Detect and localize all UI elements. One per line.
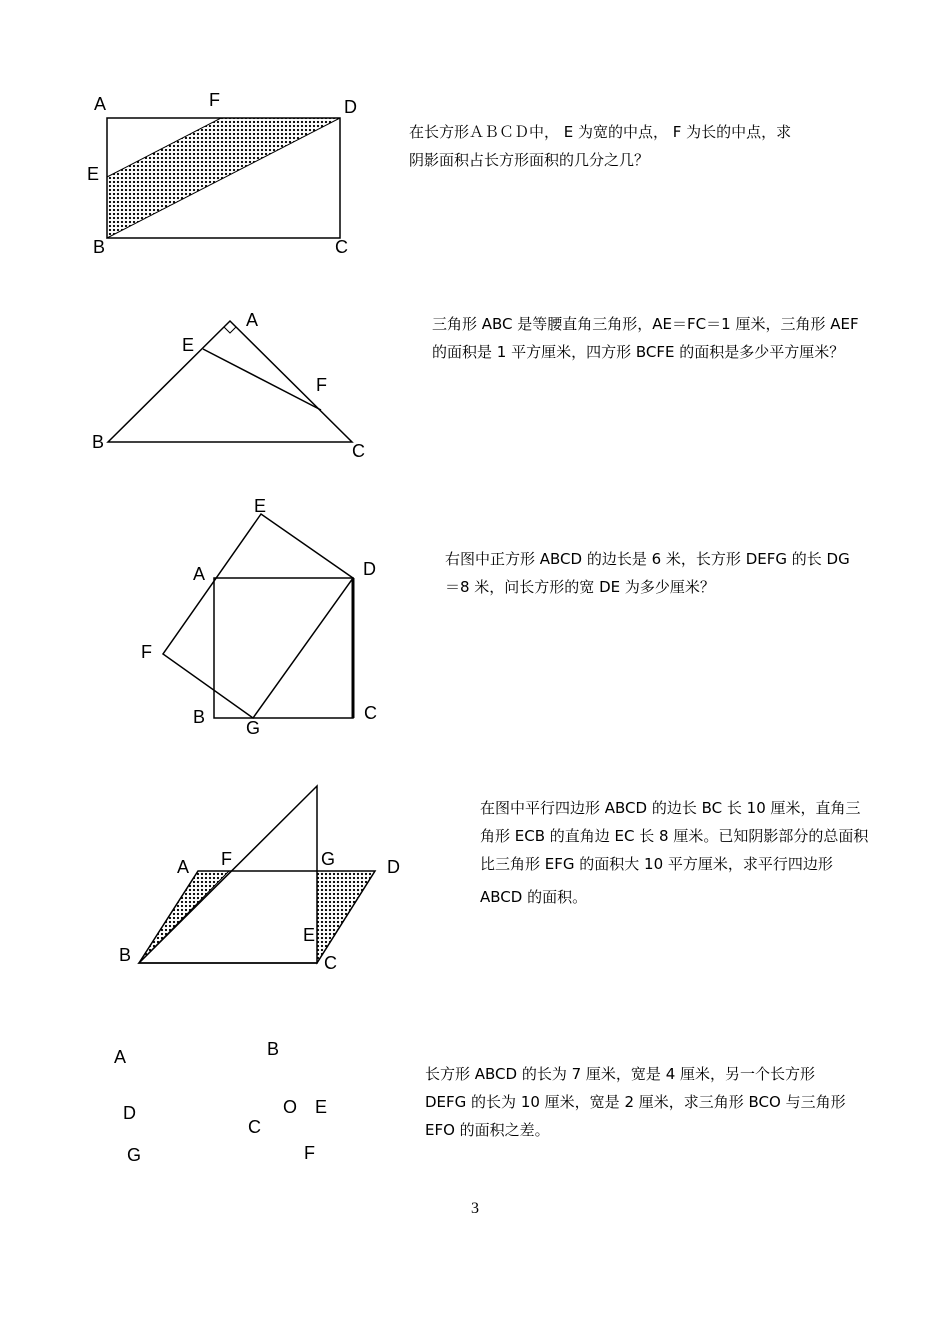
fig4-label-e: E [303, 925, 316, 945]
problem-4-line-2: 角形 ECB 的直角边 EC 长 8 厘米。已知阴影部分的总面积 [480, 827, 869, 845]
fig4-label-c: C [324, 953, 337, 973]
problem-5-line-3: EFO 的面积之差。 [425, 1121, 550, 1139]
problem-5-line-1: 长方形 ABCD 的长为 7 厘米，宽是 4 厘米，另一个长方形 [425, 1065, 816, 1083]
fig4-label-d: D [387, 857, 400, 877]
fig3-label-e: E [254, 496, 267, 516]
fig4-label-g: G [321, 849, 336, 869]
fig4-label-a: A [177, 857, 190, 877]
figure-3-square-rectangle [141, 496, 377, 738]
problem-3-text [445, 545, 850, 601]
problem-4-line-4: ABCD 的面积。 [480, 888, 588, 906]
fig5-label-o: O [283, 1097, 298, 1117]
fig3-label-d: D [363, 559, 376, 579]
fig4-label-f: F [221, 849, 232, 869]
problem-4-line-3: 比三角形 EFG 的面积大 10 平方厘米，求平行四边形 [480, 855, 833, 873]
figure-2-triangle [92, 310, 365, 461]
problem-5-text [425, 1060, 846, 1144]
fig2-label-f: F [316, 375, 327, 395]
problem-1-line-1: 在长方形ＡＢＣＤ中， E 为宽的中点， F 为长的中点，求 [409, 123, 792, 141]
fig3-label-b: B [193, 707, 206, 727]
figure-1-rectangle [87, 90, 357, 257]
fig1-label-b: B [93, 237, 106, 257]
fig1-label-c: C [335, 237, 348, 257]
problem-1-line-2: 阴影面积占长方形面积的几分之几？ [409, 151, 650, 169]
problem-2-text [432, 310, 859, 366]
problem-2-line-2: 的面积是 1 平方厘米，四方形 BCFE 的面积是多少平方厘米？ [432, 343, 845, 361]
fig1-label-f: F [209, 90, 220, 110]
fig1-label-a: A [94, 94, 107, 114]
problem-4-text [480, 794, 868, 911]
fig2-right-angle-mark [224, 327, 236, 333]
fig5-label-d: D [123, 1103, 136, 1123]
fig5-label-g: G [127, 1145, 142, 1165]
figure-5-labels [114, 1039, 327, 1165]
problem-1-text [409, 118, 791, 174]
fig2-label-c: C [352, 441, 365, 461]
fig5-label-a: A [114, 1047, 127, 1067]
fig1-shaded-band [107, 118, 340, 238]
fig3-label-f: F [141, 642, 152, 662]
fig3-label-a: A [193, 564, 206, 584]
problem-4-line-1: 在图中平行四边形 ABCD 的边长 BC 长 10 厘米，直角三 [480, 799, 861, 817]
fig3-label-c: C [364, 703, 377, 723]
problem-5-line-2: DEFG 的长为 10 厘米，宽是 2 厘米，求三角形 BCO 与三角形 [425, 1093, 846, 1111]
fig5-label-e: E [315, 1097, 328, 1117]
fig4-triangle-ecb [139, 786, 317, 963]
fig3-square-abcd [214, 578, 353, 718]
problem-3-line-2: ＝8 米，问长方形的宽 DE 为多少厘米？ [445, 578, 715, 596]
fig2-label-e: E [182, 335, 195, 355]
figure-4-parallelogram [119, 786, 400, 973]
problem-2-line-1: 三角形 ABC 是等腰直角三角形，AE＝FC＝1 厘米，三角形 AEF [432, 315, 859, 333]
problem-3-line-1: 右图中正方形 ABCD 的边长是 6 米，长方形 DEFG 的长 DG [445, 550, 850, 568]
page-number: 3 [471, 1200, 479, 1217]
fig5-label-b: B [267, 1039, 280, 1059]
fig5-label-c: C [248, 1117, 261, 1137]
fig3-label-g: G [246, 718, 261, 738]
fig3-rectangle-defg [163, 514, 353, 718]
fig1-label-e: E [87, 164, 100, 184]
fig2-label-b: B [92, 432, 105, 452]
fig2-segment-ef [203, 349, 321, 410]
fig1-label-d: D [344, 97, 357, 117]
fig2-label-a: A [246, 310, 259, 330]
fig5-label-f: F [304, 1143, 315, 1163]
fig4-label-b: B [119, 945, 132, 965]
